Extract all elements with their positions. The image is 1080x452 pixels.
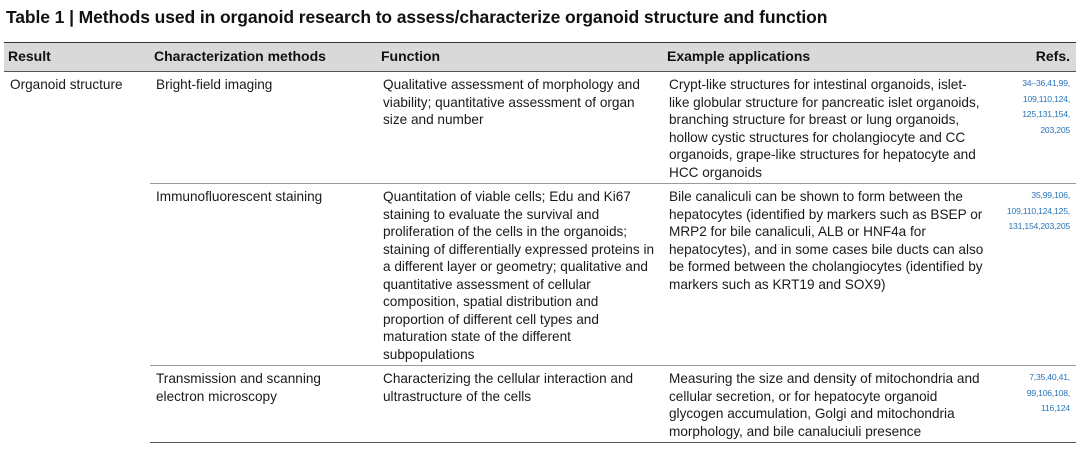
method-text: Bright-field imaging [156, 77, 273, 92]
refs-cell [993, 184, 1076, 366]
function-cell [377, 184, 663, 366]
table-row [4, 184, 1076, 366]
application-cell [663, 72, 993, 184]
application-text: Bile canaliculi can be shown to form between the hepatocytes (identified by markers such as BSEP or MRP2 for bile canaliculi, ALB or HNF4a for hepatocytes), and in some cases bile ducts can also be formed between the cholangiocytes (identified by markers such as KRT19 and SOX9) [669, 189, 984, 292]
table-title: Table 1 | Methods used in organoid research to assess/characterize organoid structure and function [6, 7, 828, 27]
function-text: Quantitation of viable cells; Edu and Ki67 staining to evaluate the survival and proliferation of the cells in the organoids; staining of differentially expressed proteins in a different layer or geometry; qualitative and quantitative assessment of cellular composition, spatial distribution and proportion of different cell types and maturation state of the different subpopulations [383, 189, 655, 362]
ref-link[interactable]: 7,35,40,41, [1029, 372, 1070, 382]
header-row [4, 43, 1076, 72]
refs-cell [993, 72, 1076, 184]
ref-link[interactable]: 35,99,106, [1031, 190, 1070, 200]
method-text: Immunofluorescent staining [156, 189, 323, 204]
function-cell [377, 366, 663, 443]
method-cell [150, 72, 377, 184]
method-cell [150, 184, 377, 366]
header-refs: Refs. [993, 43, 1076, 72]
refs-cell [993, 366, 1076, 443]
function-cell [377, 72, 663, 184]
method-text: Transmission and scanning electron microscopy [156, 371, 321, 404]
application-text: Crypt-like structures for intestinal organoids, islet-like globular structure for pancreatic islet organoids, branching structure for breast or lung organoids, hollow cystic structures for cholangiocyte and CC organoids, grape-like structures for hepatocyte and HCC organoids [669, 77, 980, 180]
table-header [4, 43, 1076, 72]
method-cell [150, 366, 377, 443]
function-text: Qualitative assessment of morphology and viability; quantitative assessment of organ size and number [383, 77, 640, 127]
ref-link[interactable]: 109,110,124,125, [1006, 205, 1070, 216]
table-row [4, 72, 1076, 184]
header-result: Result [4, 43, 150, 72]
header-function: Function [377, 43, 663, 72]
ref-link[interactable]: 109,110,124, [1022, 93, 1070, 104]
table-row [4, 366, 1076, 443]
application-cell [663, 184, 993, 366]
table-body [4, 72, 1076, 443]
application-text: Measuring the size and density of mitochondria and cellular secretion, or for hepatocyte organoid glycogen accumulation, Golgi and mitochondria morphology, and bile canaluciuli presence [669, 371, 980, 439]
result-cell [4, 72, 150, 443]
application-cell [663, 366, 993, 443]
header-applications: Example applications [663, 43, 993, 72]
result-label: Organoid structure [10, 77, 123, 92]
header-methods: Characterization methods [150, 43, 377, 72]
methods-table [4, 42, 1076, 443]
ref-link[interactable]: 203,205 [1040, 124, 1070, 135]
ref-link[interactable]: 34–36,41,99, [1022, 78, 1070, 88]
ref-link[interactable]: 116,124 [1040, 403, 1070, 413]
function-text: Characterizing the cellular interaction and ultrastructure of the cells [383, 371, 634, 404]
ref-link[interactable]: 125,131,154, [1022, 109, 1070, 119]
ref-link[interactable]: 99,106,108, [1026, 387, 1070, 398]
ref-link[interactable]: 131,154,203,205 [1008, 221, 1070, 231]
